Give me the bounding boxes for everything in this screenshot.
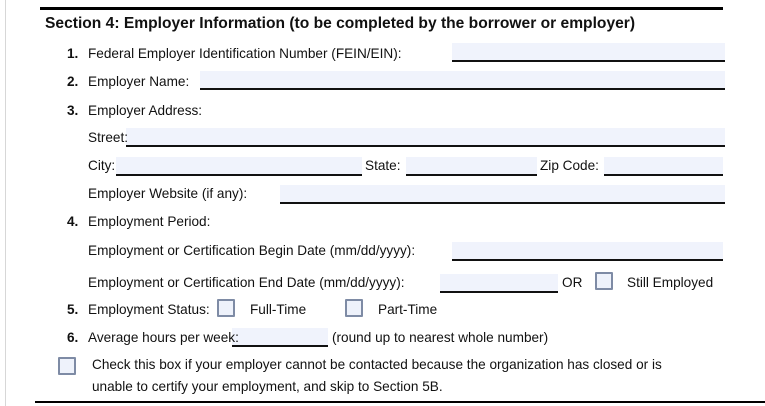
item3-number: 3. bbox=[67, 103, 79, 118]
item1-number: 1. bbox=[67, 46, 79, 61]
page-left-edge bbox=[5, 0, 6, 406]
street-field[interactable] bbox=[126, 128, 725, 147]
end-date-label: Employment or Certification End Date (mm/dd/yyyy): bbox=[88, 275, 405, 290]
end-date-field[interactable] bbox=[440, 274, 558, 293]
still-employed-checkbox[interactable] bbox=[595, 272, 613, 290]
full-time-checkbox[interactable] bbox=[217, 299, 235, 317]
begin-date-field[interactable] bbox=[452, 242, 723, 261]
part-time-checkbox[interactable] bbox=[345, 299, 363, 317]
employer-closed-text-line1: Check this box if your employer cannot be contacted because the organization has closed or is bbox=[92, 357, 662, 372]
street-label: Street: bbox=[88, 130, 129, 145]
fein-field[interactable] bbox=[452, 43, 725, 62]
item3-label: Employer Address: bbox=[88, 103, 203, 118]
zip-code-field[interactable] bbox=[604, 157, 723, 176]
item4-number: 4. bbox=[67, 214, 79, 229]
item4-label: Employment Period: bbox=[88, 214, 211, 229]
city-label: City: bbox=[88, 158, 116, 173]
employer-website-field[interactable] bbox=[280, 185, 725, 204]
employer-closed-checkbox[interactable] bbox=[58, 357, 76, 375]
employer-name-field[interactable] bbox=[200, 71, 725, 90]
zip-code-label: Zip Code: bbox=[540, 158, 599, 173]
part-time-label: Part-Time bbox=[378, 302, 438, 317]
employer-website-label: Employer Website (if any): bbox=[88, 186, 248, 201]
item2-label: Employer Name: bbox=[88, 74, 190, 89]
item5-number: 5. bbox=[67, 302, 79, 317]
state-label: State: bbox=[365, 158, 401, 173]
begin-date-label: Employment or Certification Begin Date (mm/dd/yyyy): bbox=[88, 243, 416, 258]
item6-number: 6. bbox=[67, 330, 79, 345]
item6-label: Average hours per week: bbox=[88, 330, 239, 345]
state-field[interactable] bbox=[406, 157, 537, 176]
full-time-label: Full-Time bbox=[250, 302, 307, 317]
section-bottom-rule bbox=[35, 401, 765, 403]
item2-number: 2. bbox=[67, 74, 79, 89]
average-hours-field[interactable] bbox=[232, 328, 328, 347]
section-heading: Section 4: Employer Information (to be completed by the borrower or employer) bbox=[45, 15, 636, 32]
city-field[interactable] bbox=[116, 157, 362, 176]
item6-hint: (round up to nearest whole number) bbox=[332, 330, 549, 345]
or-label: OR bbox=[562, 275, 583, 290]
still-employed-label: Still Employed bbox=[627, 275, 714, 290]
section-top-rule bbox=[40, 7, 723, 10]
employer-closed-text-line2: unable to certify your employment, and skip to Section 5B. bbox=[92, 379, 443, 394]
item1-label: Federal Employer Identification Number (FEIN/EIN): bbox=[88, 46, 402, 61]
item5-label: Employment Status: bbox=[88, 302, 210, 317]
